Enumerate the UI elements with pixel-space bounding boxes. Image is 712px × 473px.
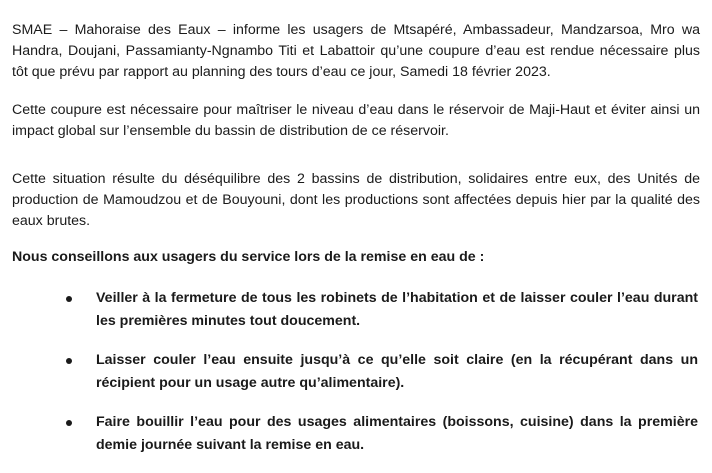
paragraph-cause: Cette situation résulte du déséquilibre des 2 bassins de distribution, solidaires entre eux, des Unités de production de Mamoudzou et de Bouyouni, dont les productions sont affectées depuis hier par la qualité des eaux brutes.	[12, 171, 700, 229]
advice-list	[0, 287, 712, 473]
bullet-icon	[66, 420, 72, 426]
list-item	[0, 349, 712, 395]
advice-heading: Nous conseillons aux usagers du service lors de la remise en eau de :	[12, 249, 485, 265]
list-item	[0, 287, 712, 333]
bullet-icon	[66, 296, 72, 302]
list-item	[0, 411, 712, 457]
advice-item-text: Faire bouillir l’eau pour des usages alimentaires (boissons, cuisine) dans la première demie journée suivant la remise en eau.	[96, 414, 698, 453]
advice-item-text: Laisser couler l’eau ensuite jusqu’à ce qu’elle soit claire (en la récupérant dans un récipient pour un usage autre qu’alimentaire).	[96, 352, 698, 391]
paragraph-announcement: SMAE – Mahoraise des Eaux – informe les usagers de Mtsapéré, Ambassadeur, Mandzarsoa, Mro wa Handra, Doujani, Passamianty-Ngnambo Titi et Labattoir qu’une coupure d’eau est rendue nécessaire plus tôt que prévu par rapport au planning des tours d’eau ce jour, Samedi 18 février 2023.	[12, 22, 700, 80]
bullet-icon	[66, 358, 72, 364]
paragraph-reason: Cette coupure est nécessaire pour maîtriser le niveau d’eau dans le réservoir de Maji-Haut et éviter ainsi un impact global sur l’ensemble du bassin de distribution de ce réservoir.	[12, 102, 700, 139]
advice-item-text: Veiller à la fermeture de tous les robinets de l’habitation et de laisser couler l’eau durant les premières minutes tout doucement.	[96, 290, 698, 329]
